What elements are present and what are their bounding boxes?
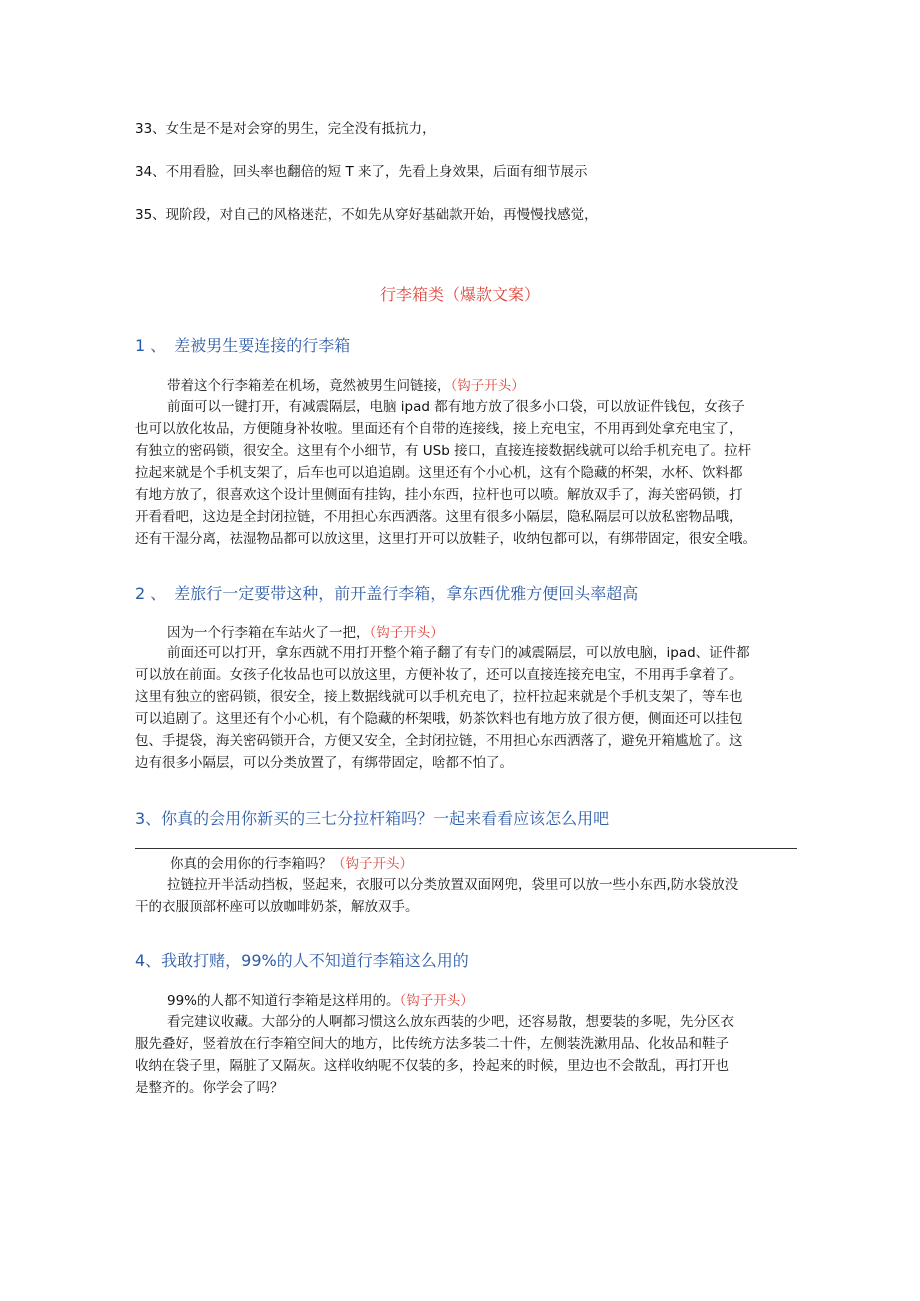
section-2-line: 边有很多小隔层，可以分类放置了，有绑带固定，啥都不怕了。 [135, 755, 513, 771]
section-3-line: 拉链拉开半活动挡板，竖起来，衣服可以分类放置双面网兜，袋里可以放一些小东西,防水袋放没 [167, 877, 739, 893]
section-2-heading: 2 、 差旅行一定要带这种，前开盖行李箱，拿东西优雅方便回头率超高 [135, 584, 639, 603]
section-4-body [135, 1011, 800, 1099]
section-1-intro-text: 带着这个行李箱差在机场，竟然被男生问链接， [167, 378, 451, 394]
section-2-intro [167, 621, 444, 641]
list-item-34: 34、不用看脸，回头率也翻倍的短 T 来了，先看上身效果，后面有细节展示 [135, 164, 588, 180]
section-3-line: 干的衣服顶部杯座可以放咖啡奶茶，解放双手。 [135, 899, 419, 915]
list-item-33: 33、女生是不是对会穿的男生，完全没有抵抗力， [135, 121, 436, 137]
section-2-line: 可以放在前面。女孩子化妆品也可以放这里，方便补妆了，还可以直接连接充电宝，不用再手拿着了。 [135, 667, 743, 683]
section-2-line: 可以追剧了。这里还有个小心机，有个隐藏的杯架哦，奶茶饮料也有地方放了很方便，侧面还可以挂包 [135, 711, 743, 727]
section-2-hook: （钩子开头） [369, 625, 444, 641]
section-1-body [135, 396, 800, 550]
section-2-line: 包、手提袋，海关密码锁开合，方便又安全，全封闭拉链，不用担心东西洒落了，避免开箱尴尬了。这 [135, 733, 743, 749]
horizontal-rule [135, 848, 797, 849]
section-2-line: 前面还可以打开，拿东西就不用打开整个箱子翻了有专门的减震隔层，可以放电脑，ipad、证件都 [167, 645, 750, 661]
section-4-line: 是整齐的。你学会了吗？ [135, 1080, 284, 1096]
section-1-line: 开看看吧，这边是全封闭拉链，不用担心东西洒落。这里有很多小隔层，隐私隔层可以放私密物品哦， [135, 509, 743, 525]
section-title: 行李箱类（爆款文案） [380, 285, 541, 304]
section-3-intro-text: 你真的会用你的行李箱吗？ [170, 856, 332, 872]
section-1-hook: （钩子开头） [450, 378, 525, 394]
section-4-line: 看完建议收藏。大部分的人啊都习惯这么放东西装的少吧，还容易散，想要装的多呢，先分区衣 [167, 1014, 734, 1030]
section-4-intro-text: 99%的人都不知道行李箱是这样用的。 [167, 993, 400, 1009]
section-2-intro-text: 因为一个行李箱在车站火了一把， [167, 625, 370, 641]
section-3-hook: （钩子开头） [332, 856, 413, 872]
list-item-35: 35、现阶段，对自己的风格迷茫，不如先从穿好基础款开始，再慢慢找感觉， [135, 207, 598, 223]
section-4-line: 收纳在袋子里，隔脏了又隔灰。这样收纳呢不仅装的多，拎起来的时候，里边也不会散乱，再打开也 [135, 1058, 729, 1074]
section-3-intro [170, 852, 413, 872]
section-3-body [135, 874, 800, 918]
section-1-line: 前面可以一键打开，有减震隔层，电脑 ipad 都有地方放了很多小口袋，可以放证件钱包，女孩子 [167, 399, 745, 415]
section-4-heading: 4、我敢打赌，99%的人不知道行李箱这么用的 [135, 951, 469, 970]
section-1-intro [167, 374, 525, 394]
section-4-hook: （钩子开头） [399, 993, 474, 1009]
section-1-heading: 1 、 差被男生要连接的行李箱 [135, 336, 351, 355]
section-1-line: 有地方放了，很喜欢这个设计里侧面有挂钩，挂小东西，拉杆也可以喷。解放双手了，海关密码锁，打 [135, 487, 743, 503]
section-4-intro [167, 989, 474, 1009]
section-2-line: 这里有独立的密码锁，很安全，接上数据线就可以手机充电了，拉杆拉起来就是个手机支架了，等车也 [135, 689, 743, 705]
section-1-line: 拉起来就是个手机支架了，后车也可以追追剧。这里还有个小心机，这有个隐藏的杯架，水杯、饮料都 [135, 465, 743, 481]
section-1-line: 有独立的密码锁，很安全。这里有个小细节，有 USb 接口，直接连接数据线就可以给手机充电了。拉杆 [135, 443, 752, 459]
section-1-line: 也可以放化妆品，方便随身补妆啦。里面还有个自带的连接线，接上充电宝，不用再到处拿充电宝了， [135, 421, 743, 437]
section-3-heading: 3、你真的会用你新买的三七分拉杆箱吗？一起来看看应该怎么用吧 [135, 809, 610, 828]
section-1-line: 还有干湿分离，祛湿物品都可以放这里，这里打开可以放鞋子，收纳包都可以，有绑带固定，很安全哦。 [135, 531, 756, 547]
section-4-line: 服先叠好，竖着放在行李箱空间大的地方，比传统方法多装二十件，左侧装洗漱用品、化妆品和鞋子 [135, 1036, 729, 1052]
section-2-body [135, 642, 800, 774]
